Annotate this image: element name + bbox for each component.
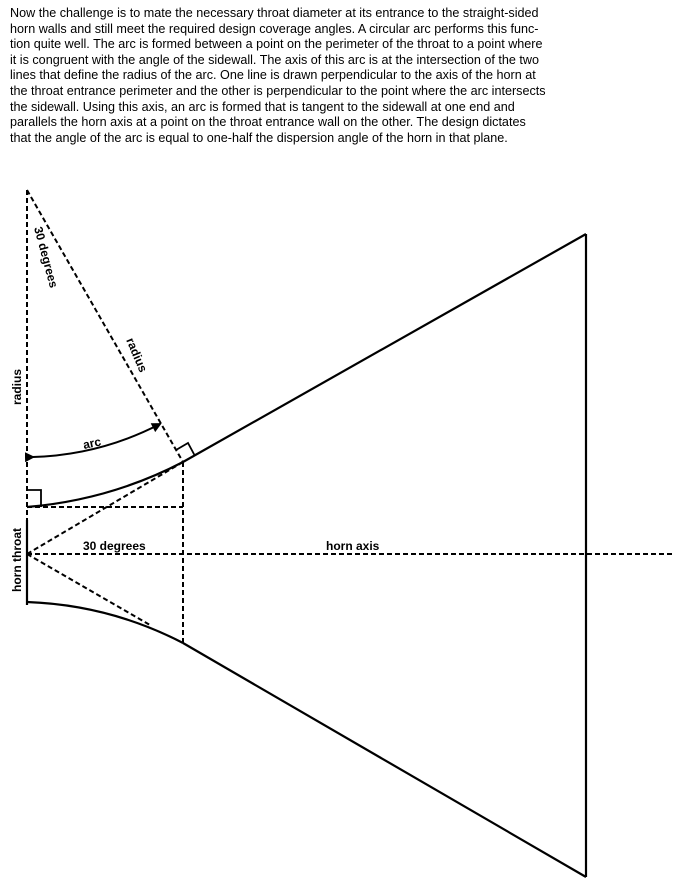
paragraph-line: tion quite well. The arc is formed between a point on the perimeter of the throat to a point where [10, 37, 543, 52]
radius-diagonal-label: radius [123, 335, 151, 375]
paragraph-line: Now the challenge is to mate the necessary throat diameter at its entrance to the straight-sided [10, 6, 539, 20]
lower-angle-line [27, 554, 150, 625]
horn-axis-label: horn axis [326, 539, 380, 553]
paragraph-line: horn walls and still meet the required design coverage angles. A circular arc performs this func- [10, 21, 539, 36]
paragraph-line: that the angle of the arc is equal to one-half the dispersion angle of the horn in that plane. [10, 130, 508, 145]
construction-lines [27, 190, 672, 643]
diagonal-radius-line [27, 190, 183, 462]
right-angle-markers [27, 443, 195, 507]
angle-top-label: 30 degrees [31, 225, 61, 290]
paragraph-line: lines that define the radius of the arc. One line is drawn perpendicular to the axis of the horn at [10, 68, 536, 83]
right-angle-marker-throat [27, 490, 41, 507]
horn-outline [27, 234, 586, 877]
horn-throat-label: horn throat [10, 528, 24, 592]
angle-center-label: 30 degrees [83, 539, 146, 553]
upper-sidewall [183, 234, 586, 462]
paragraph-line: the throat entrance perimeter and the other is perpendicular to the point where the arc intersects [10, 83, 546, 98]
upper-throat-arc [27, 462, 183, 507]
paragraph-line: the sidewall. Using this axis, an arc is formed that is tangent to the sidewall at one end and [10, 99, 515, 114]
arc-label: arc [81, 434, 103, 452]
lower-sidewall [183, 643, 586, 877]
lower-throat-arc [27, 602, 183, 643]
paragraph-line: parallels the horn axis at a point on the throat entrance wall on the other. The design dictates [10, 115, 526, 130]
radius-vertical-label: radius [10, 368, 24, 405]
paragraph-line: it is congruent with the angle of the sidewall. The axis of this arc is at the intersection of the two [10, 52, 539, 67]
